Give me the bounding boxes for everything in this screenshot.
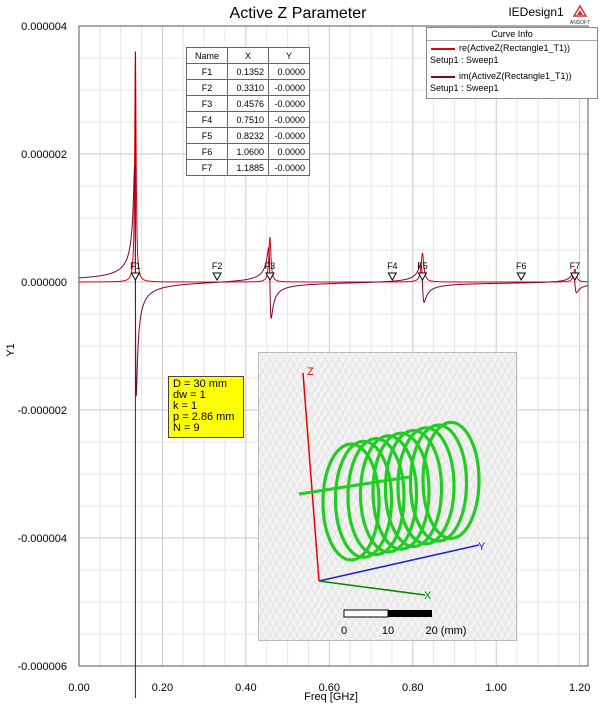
marker-table-row [187,112,310,128]
scale-label-20: 20 (mm) [425,625,467,637]
marker-triangle [213,273,221,280]
marker-label: F5 [417,261,428,271]
scale-bar-white [344,610,388,617]
y-tick-label: 0.000004 [21,21,67,33]
marker-label: F2 [211,261,223,271]
x-tick-label: 0.60 [318,682,341,694]
y-tick-label: 0.000000 [21,277,67,289]
param-dw: dw = 1 [173,389,206,401]
x-axis-label: Freq [GHz] [304,691,358,703]
marker-y: -0.0000 [269,160,310,176]
marker-table-header-y: Y [269,48,310,64]
x-tick-label: 0.00 [68,682,90,694]
marker-y: 0.0000 [269,64,310,80]
legend-setup-im: Setup1 : Sweep1 [430,83,499,93]
legend-swatch-im [431,76,455,78]
design-name: IEDesign1 [508,5,564,19]
marker-label: F1 [130,261,141,271]
marker-triangle [517,273,525,280]
marker-x: 0.4576 [228,96,269,112]
marker-layer [130,261,580,280]
scale-bar-black [388,610,432,617]
ansoft-logo-icon [566,4,594,26]
marker-name: F3 [187,96,228,112]
marker-name: F4 [187,112,228,128]
legend-entry-re [427,41,597,69]
marker-table-row [187,80,310,96]
design-parameters-box [168,376,244,438]
x-tick-label: 1.00 [485,682,507,694]
legend-label-im: im(ActiveZ(Rectangle1_T1)) [459,71,572,81]
marker-table-row [187,96,310,112]
legend-label-re: re(ActiveZ(Rectangle1_T1)) [459,43,571,53]
param-pitch: p = 2.86 mm [173,411,235,423]
marker-x: 0.8232 [228,128,269,144]
marker-name: F6 [187,144,228,160]
ansoft-logo [566,4,594,26]
marker-x: 0.7510 [228,112,269,128]
marker-y: -0.0000 [269,128,310,144]
marker-x: 0.3310 [228,80,269,96]
param-k: k = 1 [173,400,198,412]
x-tick-label: 0.20 [151,682,174,694]
legend-entry-im [427,69,597,97]
marker-triangle [418,273,426,280]
x-tick-label: 1.20 [568,682,591,694]
x-axis-label-3d: X [424,590,432,602]
ansoft-logo-text: ANSOFT [569,20,591,26]
scale-label-0: 0 [340,625,348,637]
marker-y: -0.0000 [269,96,310,112]
marker-table-header-x: X [228,48,269,64]
marker-y: -0.0000 [269,80,310,96]
marker-table-header-name: Name [187,48,228,64]
scale-label-10: 10 [381,625,395,637]
param-turns: N = 9 [173,422,200,434]
y-axis-label: Y1 [5,343,17,357]
marker-table-row [187,128,310,144]
marker-y: 0.0000 [269,144,310,160]
marker-x: 1.1885 [228,160,269,176]
y-axis-ticks [17,21,67,673]
y-tick-label: -0.000006 [17,661,67,673]
marker-name: F7 [187,160,228,176]
y-axis-label-3d: Y [478,541,486,553]
marker-label: F7 [569,261,581,271]
helix-model-view [259,353,516,640]
marker-table-row [187,64,310,80]
marker-y: -0.0000 [269,112,310,128]
marker-table-row [187,144,310,160]
curve-info-title: Curve Info [427,28,597,41]
param-diameter: D = 30 mm [173,378,228,390]
marker-triangle [388,273,396,280]
marker-table-row [187,160,310,176]
chart-title: Active Z Parameter [229,5,367,22]
marker-triangle [131,273,139,280]
marker-label: F3 [264,261,276,271]
marker-table-header [187,48,310,64]
marker-table [186,47,310,176]
marker-name: F1 [187,64,228,80]
marker-x: 1.0600 [228,144,269,160]
legend-swatch-re [431,48,455,50]
marker-x: 0.1352 [228,64,269,80]
x-tick-label: 0.80 [402,682,424,694]
marker-label: F6 [515,261,527,271]
y-tick-label: -0.000002 [17,405,67,417]
marker-name: F2 [187,80,228,96]
z-axis-label: Z [307,366,314,378]
marker-name: F5 [187,128,228,144]
marker-label: F4 [387,261,398,271]
y-tick-label: -0.000004 [17,533,67,545]
curve-info-legend [426,27,598,99]
legend-setup-re: Setup1 : Sweep1 [430,55,499,65]
geometry-inset [258,352,517,641]
y-tick-label: 0.000002 [21,149,67,161]
x-tick-label: 0.40 [235,682,257,694]
